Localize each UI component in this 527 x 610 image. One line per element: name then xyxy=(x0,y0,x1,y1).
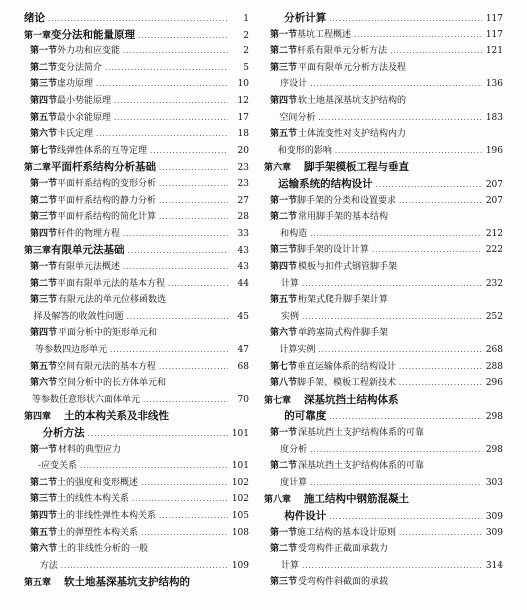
toc-section-row xyxy=(264,574,503,590)
toc-leader-dots xyxy=(138,28,228,44)
toc-chapter-row xyxy=(24,27,249,43)
toc-page-number: 207 xyxy=(485,180,503,190)
toc-entry-number: 第一节 xyxy=(270,195,298,206)
toc-leader-dots xyxy=(61,558,228,574)
toc-page-number: 288 xyxy=(485,361,503,372)
toc-entry-number: 第六节 xyxy=(30,378,58,389)
toc-leader-dots xyxy=(159,209,228,225)
toc-chapter-row xyxy=(264,392,503,408)
toc-leader-dots xyxy=(123,259,228,275)
toc-section-row xyxy=(24,60,249,76)
toc-entry-number: 第五章 xyxy=(24,578,52,589)
toc-page-number: 314 xyxy=(485,560,503,571)
toc-entry-title: 空间分析中的长方体单元和 xyxy=(58,378,167,389)
toc-entry-title: 软土地基深基坑支护结构的 xyxy=(64,576,190,589)
toc-section-row xyxy=(24,475,249,491)
toc-leader-dots xyxy=(372,242,482,258)
toc-section-row xyxy=(24,292,249,308)
toc-entry-title: 受弯构件正截面承载力 xyxy=(298,544,389,555)
toc-page-number: 298 xyxy=(485,412,503,423)
toc-section-row xyxy=(24,126,249,142)
toc-entry-title: 土的弹塑性本构关系 xyxy=(57,527,139,538)
toc-entry-number: 第四章 xyxy=(24,412,52,423)
toc-chapter-row xyxy=(24,159,249,175)
toc-section-row xyxy=(24,43,249,59)
toc-entry-title: 最小势能原理 xyxy=(57,96,112,106)
toc-page-number: 18 xyxy=(237,129,249,140)
toc-page-number: 309 xyxy=(485,527,503,538)
toc-section-row xyxy=(24,276,249,292)
toc-entry-title: 平面杆系结构分析基础 xyxy=(51,161,157,174)
toc-entry-number: 第一章 xyxy=(24,30,52,41)
toc-entry-title: 有限单元法基础 xyxy=(51,244,125,257)
toc-leader-dots xyxy=(318,342,482,358)
toc-entry-title: 构件设计 xyxy=(284,510,327,522)
toc-leader-dots xyxy=(390,43,482,59)
toc-entry-title: 等参数任意形状六面体单元 xyxy=(32,394,141,405)
toc-page-number: 105 xyxy=(231,511,249,521)
toc-section-row xyxy=(264,110,503,126)
toc-entry-title: 分析方法 xyxy=(42,427,85,439)
toc-entry-title: 平面杆系结构的简化计算 xyxy=(57,212,157,223)
toc-section-row xyxy=(264,126,503,142)
toc-chapter-row xyxy=(264,159,503,175)
toc-section-row xyxy=(264,425,503,441)
toc-section-row xyxy=(24,508,249,524)
toc-entry-title: 运输系统的结构设计 xyxy=(278,178,373,190)
toc-entry-title: 卡氏定理 xyxy=(57,129,94,140)
toc-page-number: 296 xyxy=(485,378,503,389)
toc-chapter-row xyxy=(24,425,249,441)
toc-section-row xyxy=(264,209,503,225)
toc-entry-title: 受弯构件斜截面的承载 xyxy=(298,577,389,588)
toc-section-row xyxy=(264,292,503,308)
toc-page-number: 102 xyxy=(231,494,249,505)
toc-leader-dots xyxy=(128,243,228,259)
toc-page-number: 70 xyxy=(237,394,249,405)
toc-entry-title: 和变形的影响 xyxy=(277,145,332,156)
toc-page-number: 303 xyxy=(485,477,503,488)
toc-entry-title: 基坑工程概述 xyxy=(297,29,352,40)
toc-leader-dots xyxy=(114,93,228,109)
toc-page-number: 109 xyxy=(231,560,249,571)
toc-page-number: 28 xyxy=(237,212,249,223)
toc-entry-title: 度计算 xyxy=(280,477,308,488)
toc-page-number: 2 xyxy=(243,30,249,41)
toc-section-row xyxy=(24,359,249,375)
toc-entry-title: 方法 xyxy=(39,560,58,571)
toc-leader-dots xyxy=(302,309,482,325)
toc-page-number: 108 xyxy=(231,527,249,538)
toc-page-number: 33 xyxy=(237,228,249,239)
toc-entry-title: 有限单元法概述 xyxy=(57,262,121,272)
toc-entry-number: 第七节 xyxy=(30,145,58,156)
toc-leader-dots xyxy=(114,110,228,126)
toc-page-number: 10 xyxy=(237,79,249,90)
toc-entry-number: 第三节 xyxy=(270,577,298,588)
toc-entry-title: 实例 xyxy=(280,311,299,322)
toc-entry-title: 深基坑挡土支护结构体系的可靠 xyxy=(298,428,425,438)
toc-entry-number: 第五节 xyxy=(270,129,298,140)
toc-page-number: 298 xyxy=(485,444,503,455)
toc-page-number: 222 xyxy=(485,245,503,256)
toc-leader-dots xyxy=(318,110,482,126)
toc-entry-number: 第二节 xyxy=(30,195,58,206)
toc-leader-dots xyxy=(123,226,228,242)
toc-page-number: 232 xyxy=(485,278,503,289)
toc-leader-dots xyxy=(141,475,228,491)
toc-chapter-row xyxy=(264,491,503,507)
toc-leader-dots xyxy=(159,193,228,209)
toc-entry-number: 第一节 xyxy=(30,444,58,455)
toc-leader-dots xyxy=(48,11,228,27)
toc-entry-number: 第二节 xyxy=(30,62,58,73)
toc-section-row xyxy=(24,259,249,275)
toc-section-row xyxy=(264,475,503,491)
toc-page-number: 23 xyxy=(237,163,249,174)
toc-entry-title: 脚手架的分类和设置要求 xyxy=(297,195,397,206)
toc-leader-dots xyxy=(354,27,482,43)
toc-entry-number: 第二节 xyxy=(270,544,298,555)
toc-entry-number: 第六章 xyxy=(264,163,292,174)
toc-entry-number: 第二章 xyxy=(24,163,52,174)
toc-section-row xyxy=(264,43,503,59)
toc-section-row xyxy=(24,143,249,159)
toc-leader-dots xyxy=(127,309,228,325)
toc-entry-title: 土的线性本构关系 xyxy=(57,494,130,505)
toc-section-row xyxy=(24,76,249,92)
toc-entry-number: 第一节 xyxy=(30,46,58,57)
toc-section-row xyxy=(24,558,249,574)
toc-entry-title: 有限元法的单元位移函数选 xyxy=(58,295,167,306)
toc-entry-number: 第六节 xyxy=(30,129,58,140)
toc-leader-dots xyxy=(302,276,482,292)
toc-entry-number: 第三节 xyxy=(30,212,58,223)
toc-section-row xyxy=(24,93,249,109)
toc-page-number: 43 xyxy=(237,246,249,257)
toc-section-row xyxy=(24,209,249,225)
toc-page-number: 121 xyxy=(485,46,503,57)
toc-section-row xyxy=(264,242,503,258)
toc-leader-dots xyxy=(302,558,482,574)
toc-leader-dots xyxy=(399,525,482,541)
toc-entry-number: 第五节 xyxy=(270,295,298,306)
toc-page-number: 68 xyxy=(237,361,249,372)
toc-entry-number: 第五节 xyxy=(30,361,58,372)
toc-chapter-row xyxy=(24,10,249,26)
toc-entry-number: 第二节 xyxy=(270,212,298,223)
toc-section-row xyxy=(264,60,503,76)
toc-leader-dots xyxy=(168,276,228,292)
toc-entry-number: 第七节 xyxy=(270,361,298,372)
toc-section-row xyxy=(24,525,249,541)
toc-page-number: 20 xyxy=(237,145,249,156)
toc-leader-dots xyxy=(88,426,228,442)
toc-entry-number: 第三节 xyxy=(30,79,58,90)
toc-section-row xyxy=(24,342,249,358)
toc-leader-dots xyxy=(150,143,228,159)
toc-entry-number: 第三节 xyxy=(270,62,298,73)
toc-page-number: 196 xyxy=(485,145,503,156)
toc-entry-title: 计算 xyxy=(280,560,299,571)
toc-entry-title: 平面杆系结构的变形分析 xyxy=(57,179,157,189)
toc-entry-title: 垂直运输体系的结构设计 xyxy=(297,361,397,372)
toc-chapter-row xyxy=(24,574,249,590)
toc-chapter-row xyxy=(24,242,249,258)
toc-entry-title: 深基坑挡土支护结构体系的可靠 xyxy=(298,461,425,472)
toc-section-row xyxy=(264,143,503,159)
toc-section-row xyxy=(264,541,503,557)
toc-section-row xyxy=(264,27,503,43)
toc-entry-title: 变分法和能量原理 xyxy=(51,28,136,41)
toc-section-row xyxy=(264,359,503,375)
toc-entry-title: 虚功原理 xyxy=(57,79,94,90)
toc-entry-number: 第三节 xyxy=(30,295,58,306)
toc-entry-number: 第四节 xyxy=(30,511,58,521)
toc-entry-title: 深基坑挡土结构体系 xyxy=(304,393,399,406)
toc-chapter-row xyxy=(264,176,503,192)
toc-page-number: 27 xyxy=(237,195,249,206)
toc-entry-number: 第二节 xyxy=(270,46,298,57)
toc-section-row xyxy=(24,442,249,458)
toc-page-number: 43 xyxy=(237,262,249,272)
toc-entry-title: 杆系有限单元分析方法 xyxy=(297,46,388,57)
toc-page-number: 101 xyxy=(231,429,249,439)
toc-page-number: 12 xyxy=(237,96,249,106)
toc-page-number: 45 xyxy=(237,311,249,322)
toc-entry-title: 脚手架的设计计算 xyxy=(297,245,370,256)
toc-leader-dots xyxy=(105,60,228,76)
toc-leader-dots xyxy=(310,226,482,242)
toc-entry-number: 第五节 xyxy=(30,112,58,123)
toc-section-row xyxy=(24,392,249,408)
toc-section-row xyxy=(24,458,249,474)
toc-section-row xyxy=(264,375,503,391)
toc-entry-number: 第一节 xyxy=(30,262,58,272)
toc-page-number: 2 xyxy=(243,46,249,57)
toc-entry-title: 空间有限元法的基本方程 xyxy=(57,361,157,372)
toc-page-number: 1 xyxy=(243,14,249,24)
toc-section-row xyxy=(264,226,503,242)
toc-entry-title: 最小余能原理 xyxy=(57,112,112,123)
toc-page-number: 101 xyxy=(231,461,249,472)
toc-entry-title: 绪论 xyxy=(24,12,45,24)
toc-section-row xyxy=(24,176,249,192)
toc-entry-number: 第六节 xyxy=(270,328,298,339)
toc-entry-title: 平面有限单元分析方法及程 xyxy=(298,62,407,73)
toc-entry-title: 材料的典型应力 xyxy=(58,444,122,455)
toc-entry-title: 土的本构关系及非线性 xyxy=(64,410,169,423)
toc-leader-dots xyxy=(399,193,482,209)
toc-entry-title: 模板与扣件式钢管脚手架 xyxy=(298,262,398,272)
toc-page-number: 212 xyxy=(485,228,503,239)
toc-page-number: 102 xyxy=(231,477,249,488)
toc-chapter-row xyxy=(264,10,503,26)
toc-page-number: 117 xyxy=(485,29,503,40)
toc-page-number: 44 xyxy=(237,278,249,289)
toc-leader-dots xyxy=(110,342,228,358)
toc-entry-number: 第一节 xyxy=(270,527,298,538)
toc-section-row xyxy=(264,93,503,109)
toc-leader-dots xyxy=(376,177,482,193)
toc-page-number: 183 xyxy=(485,112,503,123)
toc-leader-dots xyxy=(80,458,228,474)
toc-section-row xyxy=(264,558,503,574)
toc-entry-title: 度分析 xyxy=(280,444,308,455)
toc-leader-dots xyxy=(141,525,228,541)
toc-entry-number: 第一节 xyxy=(30,179,58,189)
toc-page-number: 136 xyxy=(485,79,503,90)
toc-section-row xyxy=(24,491,249,507)
toc-entry-title: 变分法简介 xyxy=(57,62,103,73)
toc-page-number: 117 xyxy=(485,14,503,24)
toc-leader-dots xyxy=(96,126,228,142)
toc-entry-number: 第五节 xyxy=(30,527,58,538)
toc-entry-title: 土的强度和变形概述 xyxy=(57,477,139,488)
toc-page-number: 23 xyxy=(237,179,249,189)
toc-section-row xyxy=(24,110,249,126)
toc-section-row xyxy=(264,342,503,358)
toc-section-row xyxy=(264,442,503,458)
toc-section-row xyxy=(264,259,503,275)
toc-leader-dots xyxy=(310,442,482,458)
toc-entry-title: 的可靠度 xyxy=(284,410,327,423)
toc-leader-dots xyxy=(159,359,228,375)
toc-section-row xyxy=(264,325,503,341)
toc-page-number: 5 xyxy=(243,62,249,73)
toc-entry-title: 平面有限单元法的基本方程 xyxy=(57,278,166,289)
toc-entry-title: 分析计算 xyxy=(284,12,327,24)
toc-leader-dots xyxy=(123,43,228,59)
toc-leader-dots xyxy=(159,160,228,176)
toc-section-row xyxy=(24,325,249,341)
toc-entry-number: 第四节 xyxy=(30,96,58,106)
toc-leader-dots xyxy=(310,76,482,92)
toc-section-row xyxy=(264,458,503,474)
toc-entry-title: 平面分析中的矩形单元和 xyxy=(58,328,158,339)
toc-entry-title: 择及解答的收敛性问题 xyxy=(33,311,124,322)
toc-leader-dots xyxy=(310,475,482,491)
toc-entry-title: 和构造 xyxy=(280,228,308,239)
toc-section-row xyxy=(24,193,249,209)
toc-entry-number: 第七章 xyxy=(264,395,292,406)
toc-entry-number: 第一节 xyxy=(270,428,298,438)
toc-entry-title: 土的非线性弹性本构关系 xyxy=(57,511,157,521)
toc-chapter-row xyxy=(264,508,503,524)
toc-page-number: 17 xyxy=(237,112,249,123)
toc-leader-dots xyxy=(159,176,228,192)
toc-section-row xyxy=(264,525,503,541)
toc-entry-number: 第六节 xyxy=(30,544,58,555)
toc-entry-number: 第八节 xyxy=(270,378,298,389)
toc-entry-title: 外力功和应变能 xyxy=(57,46,121,57)
toc-entry-number: 第三节 xyxy=(270,245,298,256)
toc-leader-dots xyxy=(143,392,228,408)
toc-entry-number: 第三节 xyxy=(30,494,58,505)
toc-leader-dots xyxy=(96,76,228,92)
toc-leader-dots xyxy=(329,11,482,27)
toc-entry-title: 桁架式爬升脚手架计算 xyxy=(298,295,389,306)
toc-section-row xyxy=(24,541,249,557)
toc-leader-dots xyxy=(159,508,228,524)
toc-leader-dots xyxy=(132,491,228,507)
toc-section-row xyxy=(264,309,503,325)
toc-entry-title: 脚手架、模板工程新技术 xyxy=(297,378,397,389)
toc-entry-title: 杆件的物理方程 xyxy=(57,228,121,239)
toc-entry-number: 第一节 xyxy=(270,29,298,40)
toc-entry-title: 土的非线性分析的一般 xyxy=(58,544,149,555)
toc-page-number: 252 xyxy=(485,311,503,322)
toc-section-row xyxy=(24,309,249,325)
toc-leader-dots xyxy=(335,143,482,159)
toc-entry-number: 第四节 xyxy=(30,228,58,239)
toc-section-row xyxy=(24,375,249,391)
toc-page-number: 309 xyxy=(485,512,503,522)
toc-leader-dots xyxy=(399,359,482,375)
toc-entry-title: -应变关系 xyxy=(37,461,77,472)
toc-entry-title: 施工结构中钢筋混凝土 xyxy=(304,493,409,506)
toc-section-row xyxy=(264,276,503,292)
toc-entry-title: 空间分析 xyxy=(279,112,316,123)
toc-section-row xyxy=(264,76,503,92)
toc-entry-number: 第二节 xyxy=(30,278,58,289)
toc-entry-number: 第四节 xyxy=(270,262,298,272)
toc-leader-dots xyxy=(329,509,482,525)
toc-page-number: 268 xyxy=(485,345,503,355)
toc-entry-number: 第三章 xyxy=(24,246,52,257)
toc-section-row xyxy=(24,226,249,242)
toc-section-row xyxy=(264,193,503,209)
toc-page-number: 207 xyxy=(485,195,503,206)
toc-entry-title: 平面杆系结构的静力分析 xyxy=(57,195,157,206)
toc-entry-title: 施工结构的基本设计原则 xyxy=(297,527,397,538)
toc-chapter-row xyxy=(24,408,249,424)
toc-entry-number: 第二节 xyxy=(270,461,298,472)
toc-entry-number: 第八章 xyxy=(264,495,292,506)
toc-entry-title: 脚手架模板工程与垂直 xyxy=(304,161,409,174)
toc-entry-title: 序设计 xyxy=(280,79,308,90)
toc-entry-title: 常用脚手架的基本结构 xyxy=(298,212,389,223)
toc-entry-title: 软土地基深基坑支护结构的 xyxy=(298,96,407,106)
toc-entry-title: 线弹性体系的互等定理 xyxy=(57,145,148,156)
toc-entry-title: 计算 xyxy=(280,278,299,289)
toc-entry-title: 土体流变性对支护结构内力 xyxy=(298,129,407,140)
toc-entry-number: 第四节 xyxy=(270,96,298,106)
toc-entry-title: 计算实例 xyxy=(279,345,316,355)
toc-page-number: 47 xyxy=(237,345,249,355)
toc-entry-title: 等参数四边形单元 xyxy=(35,345,108,355)
toc-leader-dots xyxy=(329,409,482,425)
toc-entry-number: 第二节 xyxy=(30,477,58,488)
toc-leader-dots xyxy=(399,375,482,391)
toc-entry-number: 第四节 xyxy=(30,328,58,339)
toc-entry-title: 单跨塞筒式构件脚手架 xyxy=(298,328,389,339)
toc-chapter-row xyxy=(264,408,503,424)
